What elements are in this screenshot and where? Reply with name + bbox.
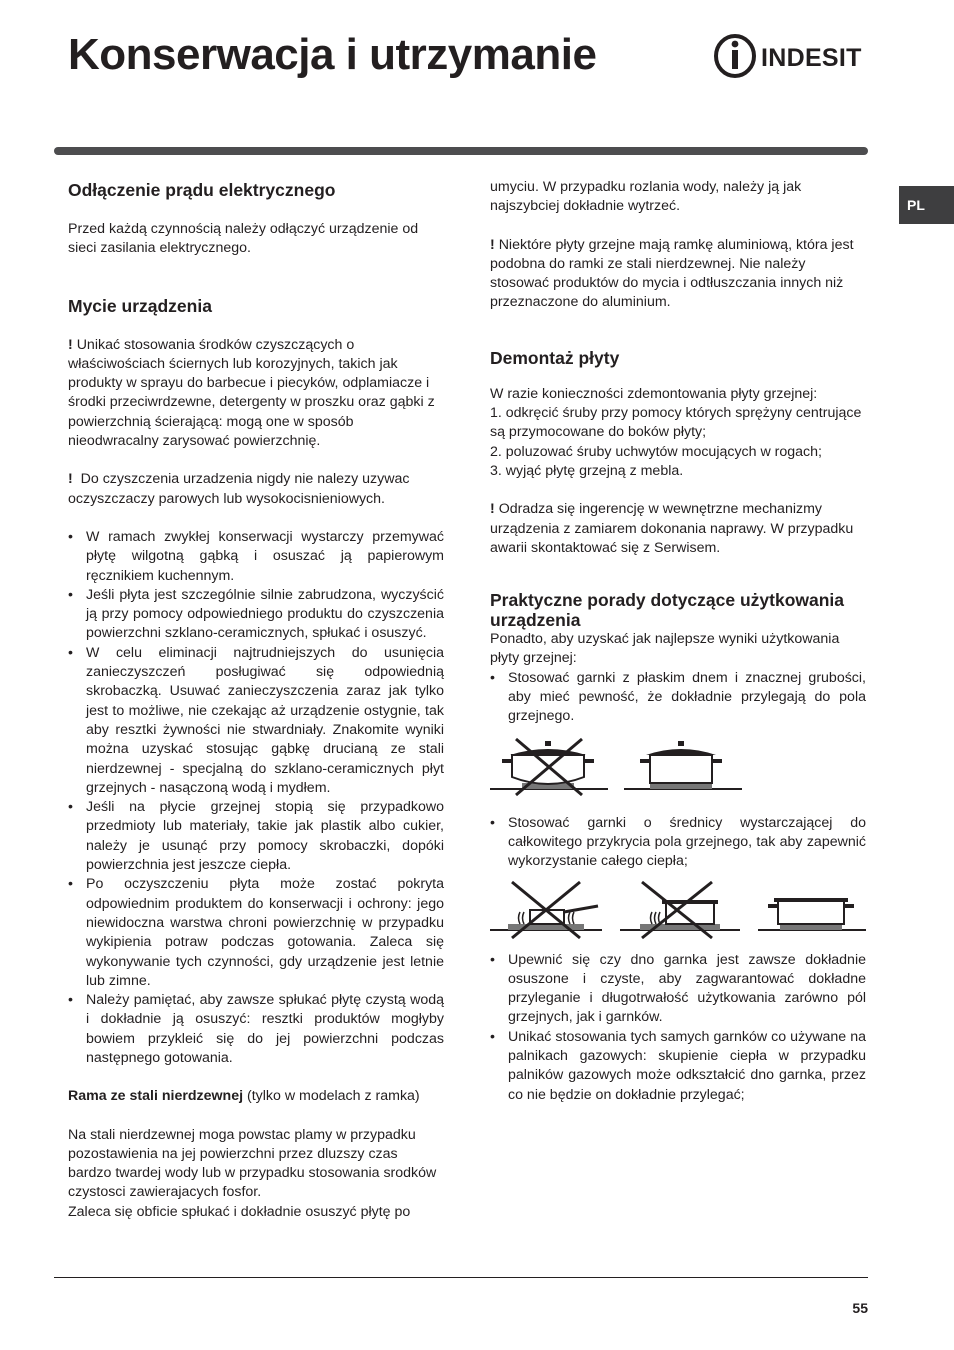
pot-flat-bottom-illustration xyxy=(490,733,750,803)
right-column xyxy=(490,178,866,1105)
left-column xyxy=(68,178,444,1222)
tips-intro: Ponadto, aby uzyskać jak najlepsze wyniki użytkowania płyty grzejnej: xyxy=(490,631,840,667)
section-title-disconnect: Odłączenie prądu elektrycznego xyxy=(68,180,336,200)
cleaning-warning-1 xyxy=(68,336,444,452)
page-number: 55 xyxy=(852,1300,868,1316)
section-title-removal: Demontaż płyty xyxy=(490,347,620,368)
list-item: • W celu eliminacji najtrudniejszych do usunięcia zanieczyszczeń posługiwać się odpowiednią skrobaczką. Usuwać zanieczyszczenia zaraz jak tylko jest to możliwe, nie czekając aż urządzenie ostygnie, tak aby resztki żywności nie stwardniały. Znakomite wyniki można uzyskać stosując gąbkę drucianą ze stali nierdzewnej - specjalną do szklano-ceramicznych płyt grzejnych - nasączoną wodą i mydłem. xyxy=(68,644,444,798)
frame-heading-bold: Rama ze stali nierdzewnej xyxy=(68,1088,244,1105)
warning-text: Do czyszczenia urzadzenia nigdy nie nalezy uzywac oczyszczaczy parowych lub wysokocisnieniowych. xyxy=(68,471,410,507)
warning-text: Niektóre płyty grzejne mają ramkę aluminiową, która jest podobna do ramki ze stali nierdzewnej. Nie należy stosować produktów do mycia i odtłuszczania innych niż przeznaczone do aluminium. xyxy=(490,236,854,311)
list-item: • Jeśli na płycie grzejnej stopią się przypadkowo przedmioty lub materiały, takie jak plastik albo cukier, należy je usunąć przy pomocy skrobaczki, dopóki powierzchnia jest jeszcze ciepła. xyxy=(68,798,444,875)
pot-diameter-illustration xyxy=(490,880,866,942)
footer-rule xyxy=(54,1277,868,1278)
frame-text: Na stali nierdzewnej moga powstac plamy w przypadku pozostawienia na jej powierzchni przez dluzszy czas bardzo twardej wody lub w przypadku stosowania srodków czystosci zawierajacych fosfor. xyxy=(68,1126,437,1201)
language-tab: PL xyxy=(899,186,954,224)
list-item: • Należy pamiętać, aby zawsze spłukać płytę czystą wodą i dokładnie ją osuszyć: resztki produktów mogłyby bowiem przykleić się do jej powierzchni podczas następnego gotowania. xyxy=(68,991,444,1068)
tips-list xyxy=(490,669,866,727)
warning-mark-icon: ! xyxy=(490,236,495,253)
list-item: • Stosować garnki o średnicy wystarczającej do całkowitego przykrycia pola grzejnego, tak aby zapewnić wykorzystanie całego ciepła; xyxy=(490,814,866,872)
list-item: • Po oczyszczeniu płyta może zostać pokryta odpowiednim produktem do konserwacji i ochrony: jego niewidoczna warstwa chroni powierzchnię w przypadku wykipienia potraw podczas gotowania. Zaleca się wykonywanie tych czynności, gdy urządzenie jest letnie lub zimne. xyxy=(68,875,444,991)
removal-step: 3. wyjąć płytę grzejną z mebla. xyxy=(490,462,684,479)
repair-warning xyxy=(490,500,866,558)
section-title-cleaning: Mycie urządzenia xyxy=(68,295,212,316)
disconnect-text: Przed każdą czynnością należy odłączyć urządzenie od sieci zasilania elektrycznego. xyxy=(68,221,419,257)
list-item: • W ramach zwykłej konserwacji wystarczy przemywać płytę wilgotną gąbką i osuszać ją papierowym ręcznikiem kuchennym. xyxy=(68,528,444,586)
warning-mark-icon: ! xyxy=(68,471,73,488)
cleaning-warning-2 xyxy=(68,470,444,509)
list-item: • Stosować garnki z płaskim dnem i znacznej grubości, aby mieć pewność, że dokładnie przylegają do pola grzejnego. xyxy=(490,669,866,727)
warning-text: Unikać stosowania środków czyszczących o właściwościach ściernych lub korozyjnych, takich jak produkty w sprayu do barbecue i piecyków, odplamiacze i środki przeciwrdzewne, detergenty w proszku oraz gąbki z powierzchnią ścierającą: mogą one w sposób nieodwracalny zarysować powierzchnię. xyxy=(68,336,435,450)
header-rule xyxy=(54,147,868,155)
logo-wordmark: INDESIT xyxy=(761,44,862,72)
section-title-tips: Praktyczne porady dotyczące użytkowania urządzenia xyxy=(490,590,845,631)
frame-heading-note: (tylko w modelach z ramka) xyxy=(247,1088,420,1105)
removal-step: 1. odkręcić śruby przy pomocy których sprężyny centrujące są przymocowane do boków płyty; xyxy=(490,405,862,441)
aluminium-warning xyxy=(490,236,866,313)
list-item: • Jeśli płyta jest szczególnie silnie zabrudzona, wyczyścić ją przy pomocy odpowiedniego produktu do czyszczenia powierzchni szklano-ceramicznych, spłukać i osuszyć. xyxy=(68,586,444,644)
frame-text-continued: Zaleca się obficie spłukać i dokładnie osuszyć płytę po xyxy=(68,1203,411,1220)
frame-heading xyxy=(68,1087,444,1106)
warning-text: Odradza się ingerencję w wewnętrzne mechanizmy urządzenia z zamiarem dokonania naprawy. W przypadku awarii skontaktować się z Serwisem. xyxy=(490,501,854,556)
indesit-logo xyxy=(713,33,873,81)
tips-list xyxy=(490,814,866,872)
list-item: • Unikać stosowania tych samych garnków co używane na palnikach gazowych: skupienie ciepła w przypadku palników gazowych może odkształcić dno garnka, przez co nie będzie on dokładnie przylegać; xyxy=(490,1028,866,1105)
page-title: Konserwacja i utrzymanie xyxy=(68,30,597,79)
removal-step: 2. poluzować śruby uchwytów mocujących w rogach; xyxy=(490,443,822,460)
removal-intro: W razie konieczności zdemontowania płyty grzejnej: xyxy=(490,385,818,402)
cleaning-tips-list xyxy=(68,528,444,1068)
warning-mark-icon: ! xyxy=(68,336,73,353)
tips-list xyxy=(490,951,866,1105)
frame-text-end: umyciu. W przypadku rozlania wody, należy ją jak najszybciej dokładnie wytrzeć. xyxy=(490,179,802,215)
warning-mark-icon: ! xyxy=(490,501,495,518)
list-item: • Upewnić się czy dno garnka jest zawsze dokładnie osuszone i czyste, aby zagwarantować dokładne przyleganie i długotrwałość użytkowania zarówno pól grzejnych, jak i garnków. xyxy=(490,951,866,1028)
